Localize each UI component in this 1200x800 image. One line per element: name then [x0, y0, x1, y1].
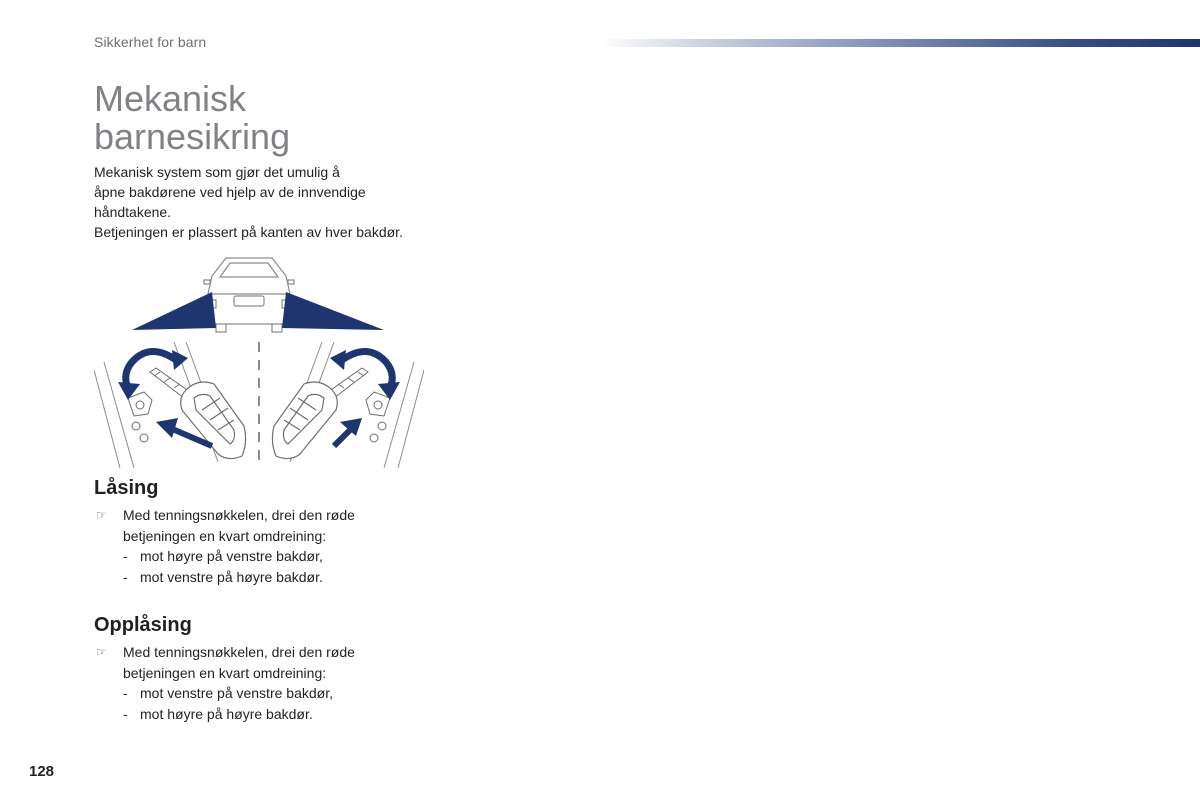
unlocking-heading: Opplåsing [94, 614, 192, 636]
locking-instruction [94, 505, 414, 587]
left-lock-mechanism [128, 392, 152, 442]
unlocking-instruction-text: Med tenningsnøkkelen, drei den røde betjeningen en kvart omdreining: [123, 644, 355, 681]
list-item [123, 546, 414, 567]
list-dash: - [123, 685, 128, 701]
hand-pointer-icon: ☞ [96, 645, 107, 659]
intro-line-3: håndtakene. [94, 204, 172, 220]
right-insertion-arrow [334, 418, 362, 446]
header-gradient-bar [600, 39, 1200, 47]
locking-sub-list [94, 546, 414, 587]
page-title-line-1: Mekanisk [94, 78, 247, 119]
list-item-text: mot høyre på venstre bakdør, [140, 548, 323, 564]
car-rear-view [204, 258, 294, 332]
list-dash: - [123, 705, 128, 722]
page-title [94, 80, 290, 156]
list-item-text: mot venstre på høyre bakdør. [140, 568, 323, 585]
unlocking-sub-list [94, 683, 414, 724]
unlocking-instruction [94, 642, 414, 724]
left-pointer-triangle [132, 292, 216, 330]
list-dash: - [123, 568, 128, 585]
list-item [123, 704, 414, 725]
running-header: Sikkerhet for barn [94, 34, 207, 50]
left-key-fob [181, 382, 246, 459]
right-pointer-triangle [282, 292, 384, 330]
intro-line-4: Betjeningen er plassert på kanten av hver bakdør. [94, 224, 403, 240]
page-number: 128 [29, 763, 55, 780]
list-item [123, 567, 414, 588]
hand-pointer-icon: ☞ [96, 508, 107, 522]
locking-heading: Låsing [94, 477, 159, 499]
locking-instruction-text: Med tenningsnøkkelen, drei den røde betjeningen en kvart omdreining: [123, 507, 355, 544]
right-lock-mechanism [366, 392, 390, 442]
list-dash: - [123, 548, 128, 564]
intro-line-2: åpne bakdørene ved hjelp av de innvendige [94, 184, 366, 200]
child-lock-illustration [94, 250, 424, 472]
right-key-fob [272, 382, 337, 459]
intro-line-1: Mekanisk system som gjør det umulig å [94, 164, 340, 180]
list-item-text: mot høyre på høyre bakdør. [140, 705, 313, 722]
list-item-text: mot venstre på venstre bakdør, [140, 685, 333, 701]
page-title-line-2: barnesikring [94, 116, 291, 157]
list-item [123, 683, 414, 704]
intro-paragraph [94, 162, 434, 242]
